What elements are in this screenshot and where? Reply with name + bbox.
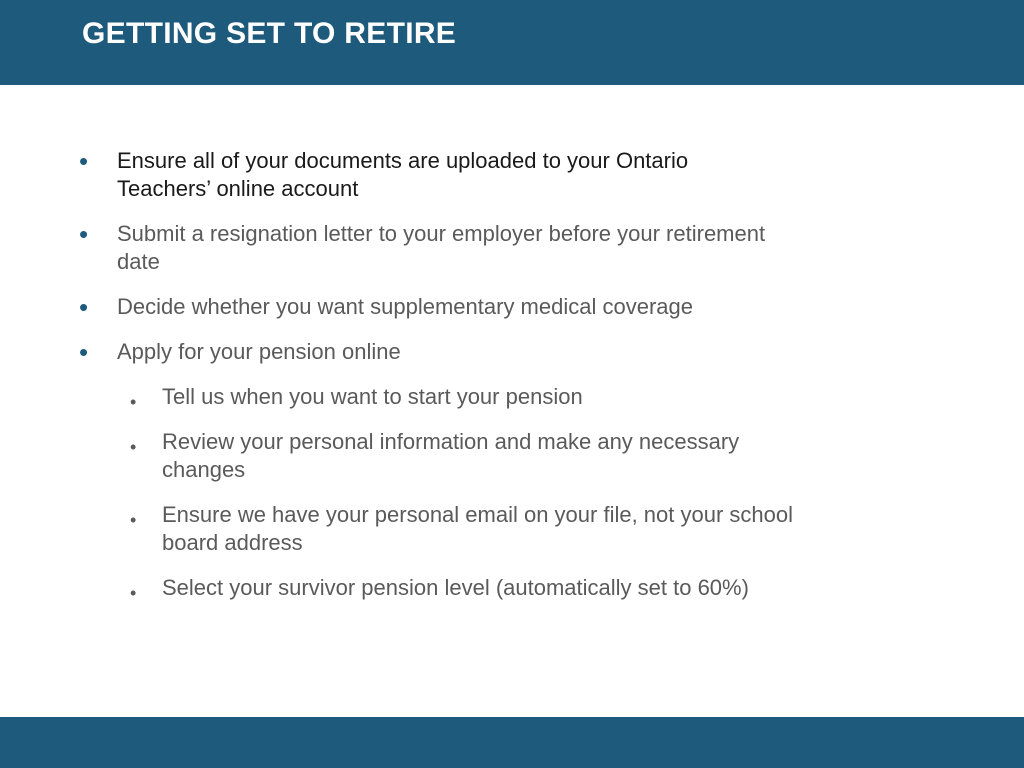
sublist-item-text: Ensure we have your personal email on your file, not your school board address (162, 502, 794, 555)
list-item-apply-pension (0, 338, 767, 366)
sublist-item-survivor-pension (0, 574, 812, 602)
bullet-icon: • (79, 219, 89, 249)
bullet-icon: • (130, 583, 137, 603)
sublist-item-personal-email (0, 501, 812, 557)
bullet-icon: • (130, 392, 137, 412)
sublist-item-text: Select your survivor pension level (automatically set to 60%) (162, 575, 749, 600)
list-item-text: Ensure all of your documents are uploaded to your Ontario Teachers’ online account (117, 148, 689, 201)
sublist-item-start-date (0, 383, 812, 411)
list-item-text: Decide whether you want supplementary medical coverage (117, 294, 693, 319)
list-item-medical-coverage (0, 293, 767, 321)
bullet-icon: • (79, 337, 89, 367)
sublist-item-personal-info (0, 428, 812, 484)
list-item-text: Submit a resignation letter to your employer before your retirement date (117, 221, 766, 274)
bullet-icon: • (130, 510, 137, 530)
bullet-icon: • (79, 146, 89, 176)
list-item-upload-documents (0, 147, 767, 203)
bullet-list (0, 147, 1024, 619)
list-item-text: Apply for your pension online (117, 339, 401, 364)
sublist-item-text: Review your personal information and make any necessary changes (162, 429, 740, 482)
sublist-item-text: Tell us when you want to start your pension (162, 384, 583, 409)
bullet-icon: • (79, 292, 89, 322)
footer-bar (0, 717, 1024, 768)
bullet-icon: • (130, 437, 137, 457)
list-item-resignation-letter (0, 220, 767, 276)
header-bar (0, 0, 1024, 85)
slide-title: GETTING SET TO RETIRE (82, 17, 457, 50)
